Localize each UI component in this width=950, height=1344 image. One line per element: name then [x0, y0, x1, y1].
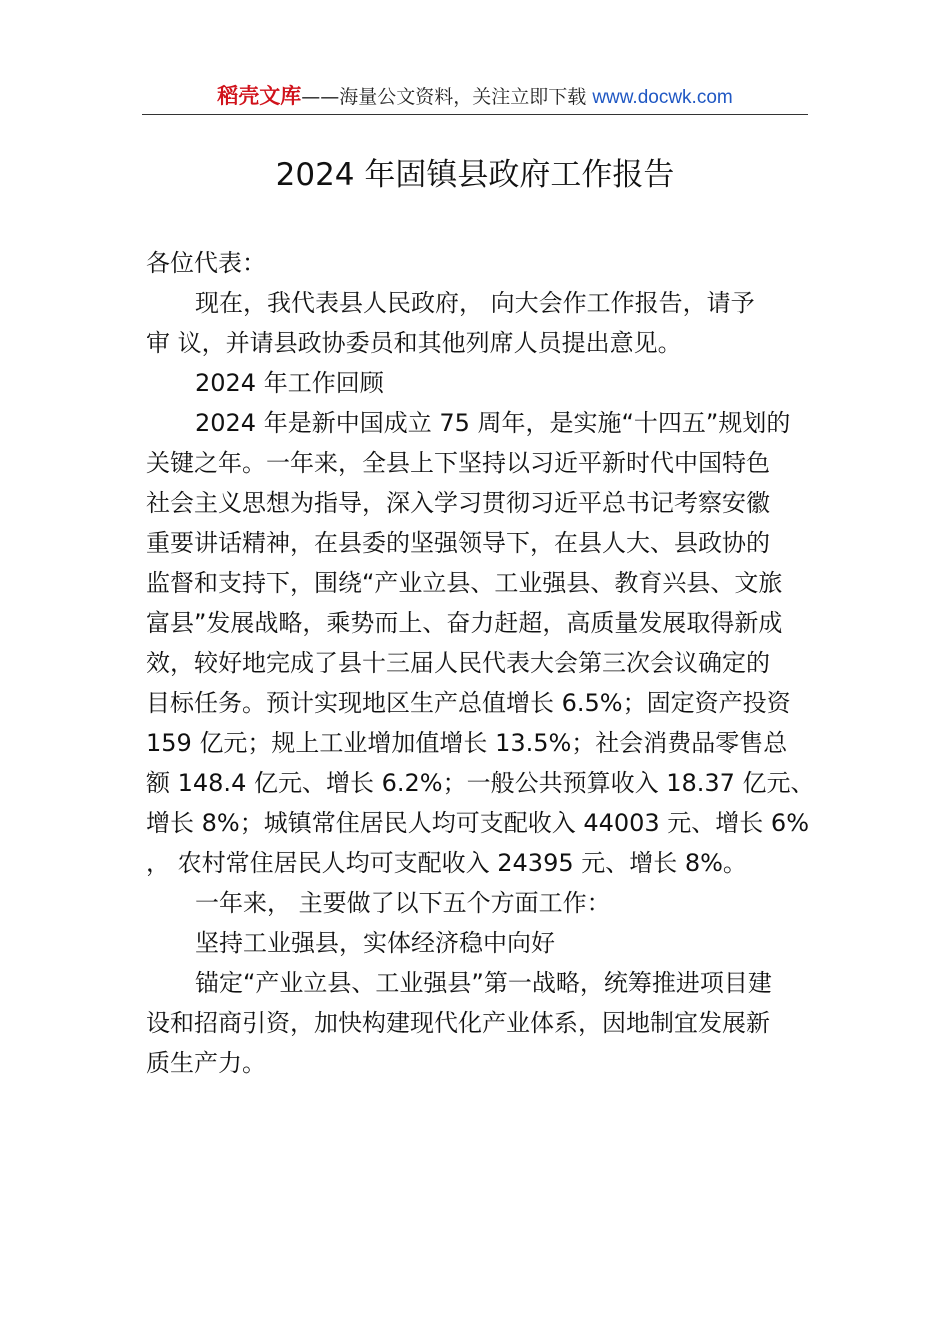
intro-paragraph — [146, 283, 808, 323]
salutation: 各位代表： — [146, 249, 266, 277]
section-heading-review: 2024 年工作回顾 — [195, 369, 384, 397]
review-line: ， 农村常住居民人均可支配收入 24395 元、增长 8%。 — [146, 849, 747, 877]
review-line: 2024 年是新中国成立 75 周年，是实施“十四五”规划的 — [195, 409, 791, 437]
intro-line: 现在，我代表县人民政府， 向大会作工作报告，请予 — [195, 289, 755, 317]
subheading-industry: 坚持工业强县，实体经济稳中向好 — [195, 929, 555, 957]
industry-line: 质生产力。 — [146, 1049, 266, 1077]
review-line: 增长 8%；城镇常住居民人均可支配收入 44003 元、增长 6% — [146, 809, 810, 837]
intro-paragraph-continued — [146, 323, 808, 363]
industry-paragraph — [146, 963, 808, 1083]
review-line: 159 亿元；规上工业增加值增长 13.5%；社会消费品零售总 — [146, 729, 788, 757]
industry-line: 锚定“产业立县、工业强县”第一战略，统筹推进项目建 — [195, 969, 772, 997]
industry-line: 设和招商引资，加快构建现代化产业体系，因地制宜发展新 — [146, 1009, 770, 1037]
document-title: 2024 年固镇县政府工作报告 — [275, 157, 675, 193]
intro-line: 审 议，并请县政协委员和其他列席人员提出意见。 — [146, 329, 682, 357]
review-paragraph — [146, 403, 815, 883]
review-line: 关键之年。一年来，全县上下坚持以习近平新时代中国特色 — [146, 449, 770, 477]
review-line: 效，较好地完成了县十三届人民代表大会第三次会议确定的 — [146, 649, 770, 677]
review-line: 重要讲话精神，在县委的坚强领导下，在县人大、县政协的 — [146, 529, 770, 557]
header-tagline: ——海量公文资料，关注立即下载 — [301, 86, 587, 108]
review-line: 监督和支持下，围绕“产业立县、工业强县、教育兴县、文旅 — [146, 569, 783, 597]
review-line: 目标任务。预计实现地区生产总值增长 6.5%；固定资产投资 — [146, 689, 791, 717]
site-url-link[interactable]: www.docwk.com — [592, 87, 733, 108]
review-line: 额 148.4 亿元、增长 6.2%；一般公共预算收入 18.37 亿元、 — [146, 769, 815, 797]
document-body — [146, 243, 815, 1083]
review-line: 社会主义思想为指导，深入学习贯彻习近平总书记考察安徽 — [146, 489, 770, 517]
header-divider — [142, 114, 808, 115]
site-header — [0, 82, 950, 112]
brand-logo-text: 稻壳文库 — [217, 84, 302, 108]
review-line: 富县”发展战略，乘势而上、奋力赶超，高质量发展取得新成 — [146, 609, 783, 637]
summary-paragraph: 一年来， 主要做了以下五个方面工作： — [195, 889, 611, 917]
